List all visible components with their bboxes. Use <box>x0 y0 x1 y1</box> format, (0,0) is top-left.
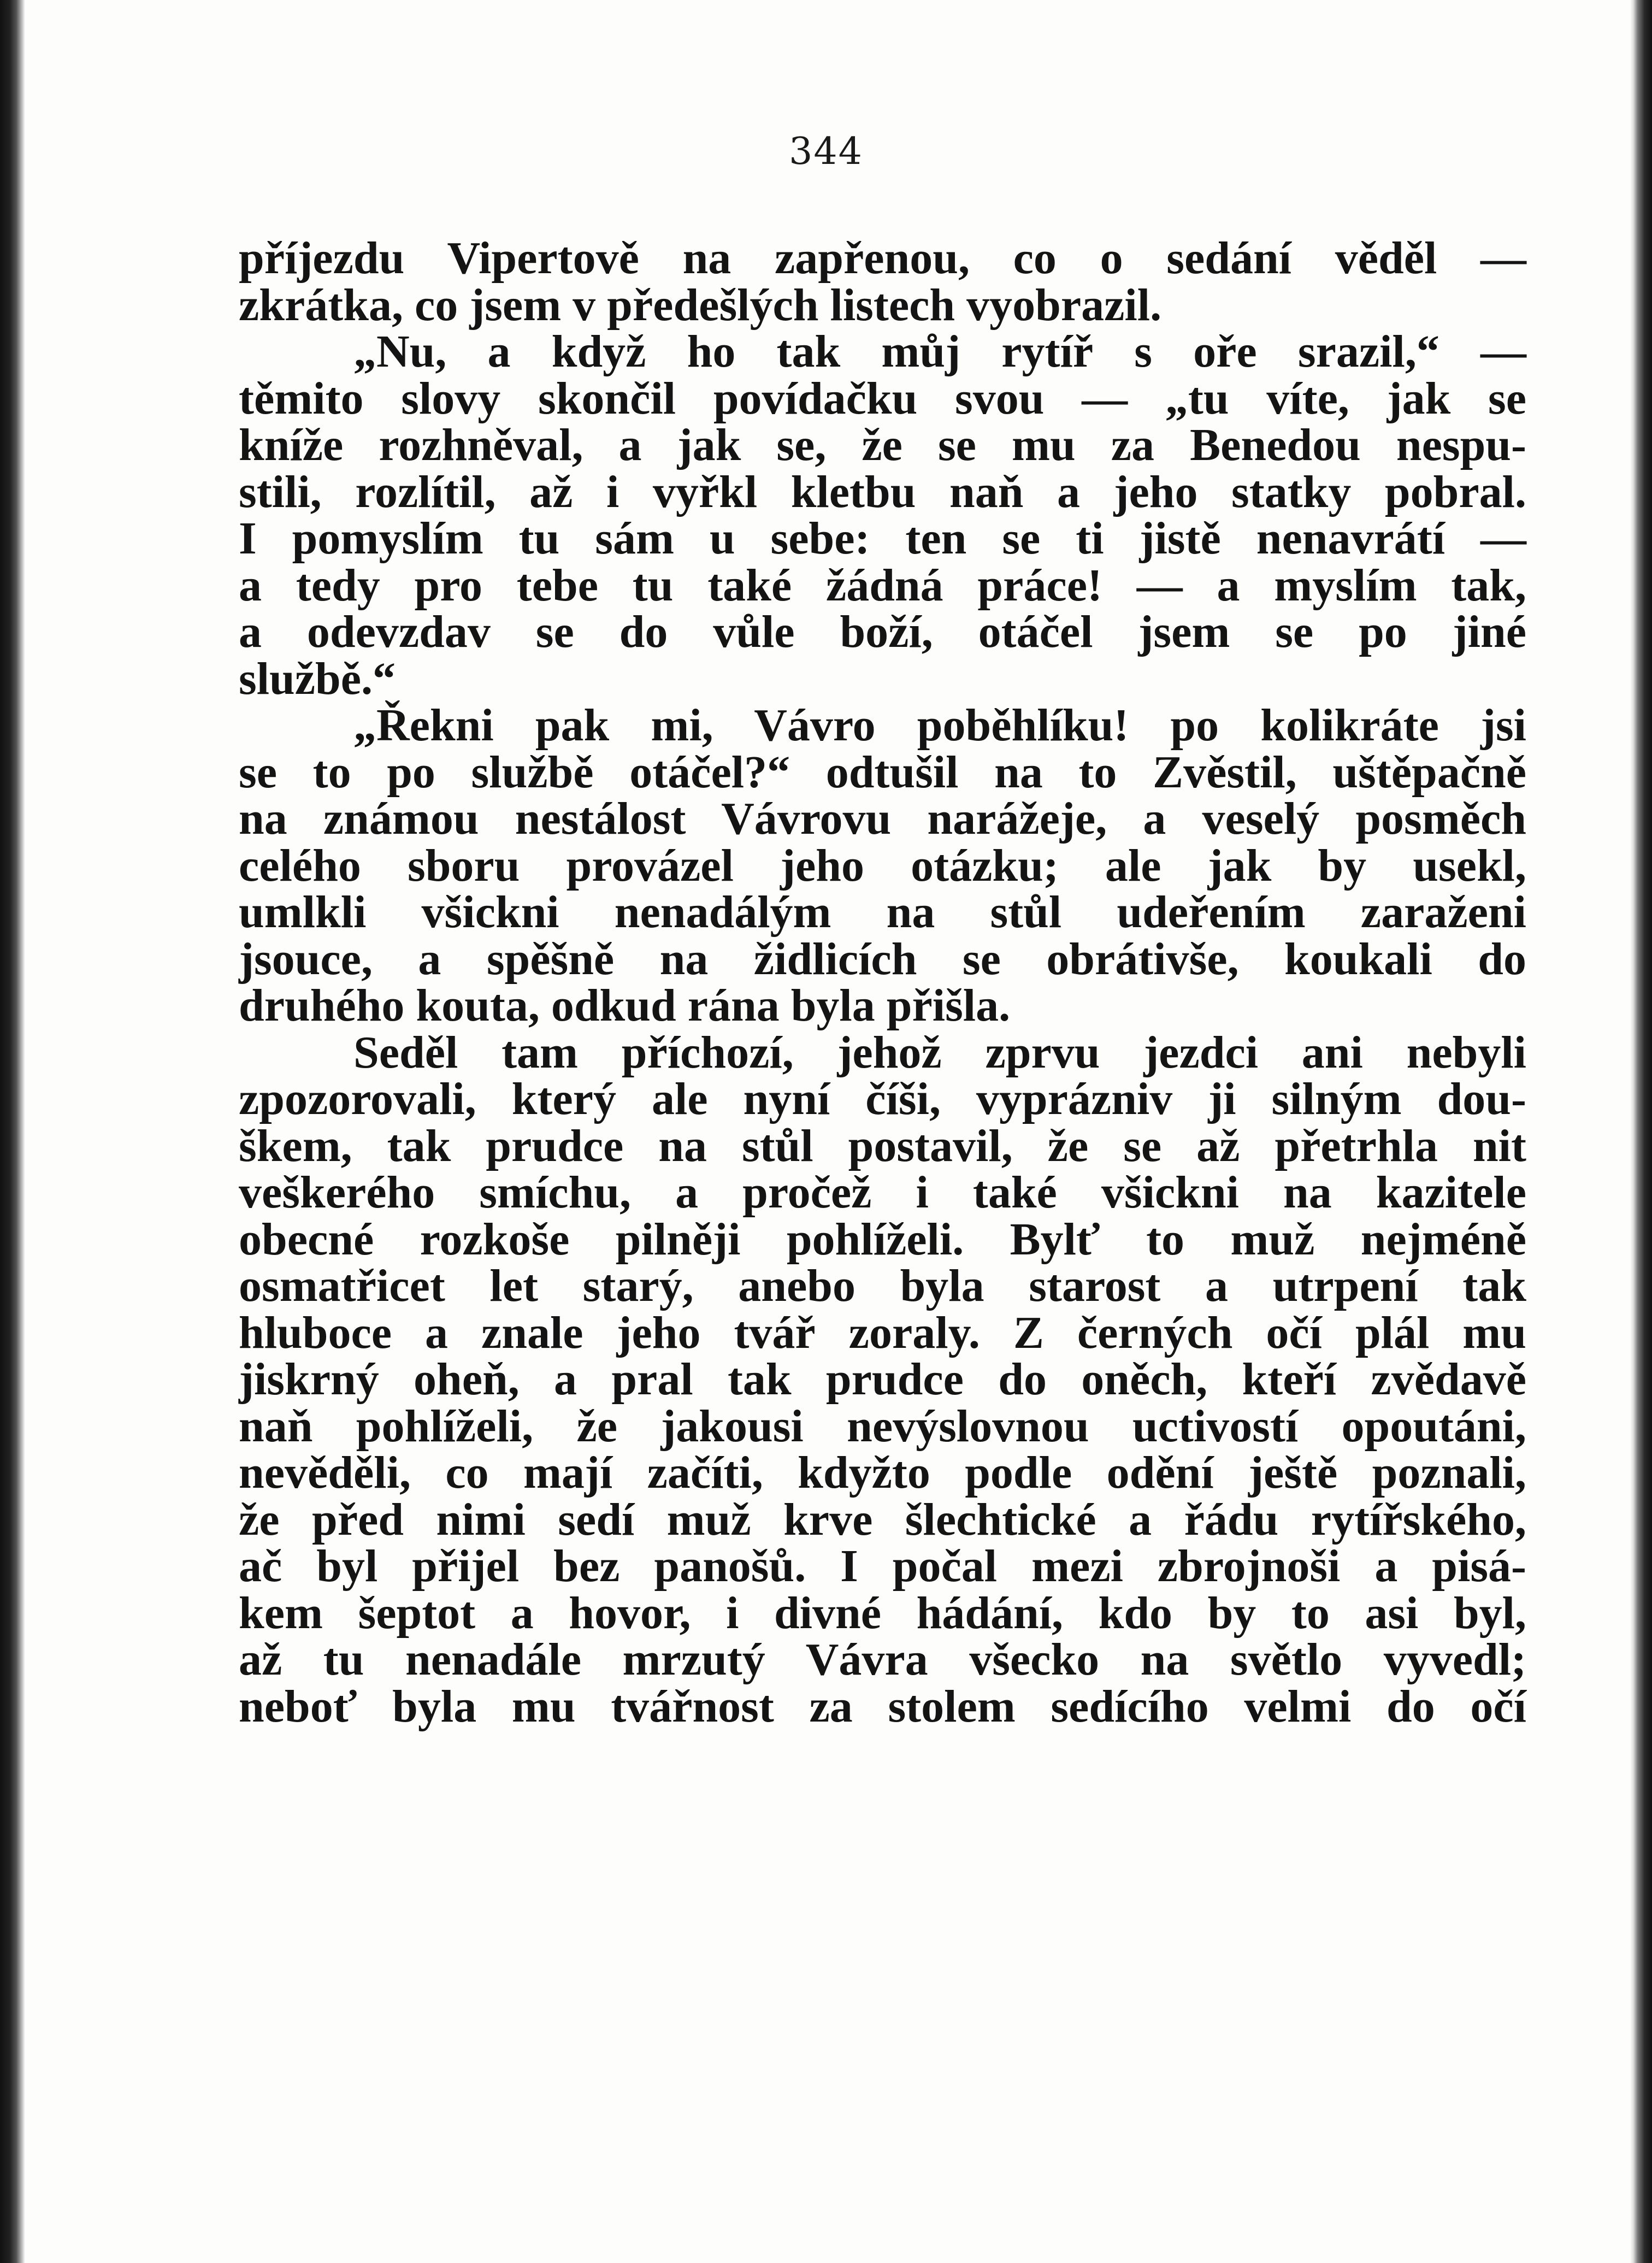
text-line: že před nimi sedí muž krve šlechtické a řádu rytířského, <box>239 1494 1526 1545</box>
text-line: jiskrný oheň, a pral tak prudce do oněch, kteří zvědavě <box>239 1354 1526 1405</box>
scan-edge-left <box>0 0 25 2263</box>
text-line: naň pohlíželi, že jakousi nevýslovnou uctivostí opoutáni, <box>239 1400 1526 1452</box>
text-line: stili, rozlítil, až i vyřkl kletbu naň a jeho statky pobral. <box>239 466 1526 517</box>
text-line: zkrátka, co jsem v předešlých listech vyobrazil. <box>239 279 1162 331</box>
body-text <box>239 235 1526 1730</box>
text-line: „Nu, a když ho tak můj rytíř s oře srazil,“ — <box>353 326 1526 377</box>
text-line: kníže rozhněval, a jak se, že se mu za Benedou nespu- <box>239 420 1526 470</box>
text-line: veškerého smíchu, a pročež i také všickni na kazitele <box>239 1167 1526 1218</box>
text-line: osmatřicet let starý, anebo byla starost a utrpení tak <box>239 1260 1526 1311</box>
text-line: hluboce a znale jeho tvář zoraly. Z černých očí plál mu <box>239 1307 1526 1358</box>
text-line: na známou nestálost Vávrovu narážeje, a veselý posměch <box>239 793 1526 844</box>
text-line: škem, tak prudce na stůl postavil, že se až přetrhla nit <box>239 1120 1526 1171</box>
text-line: I pomyslím tu sám u sebe: ten se ti jistě nenavrátí — <box>239 513 1526 564</box>
text-line: až tu nenadále mrzutý Vávra všecko na světlo vyvedl; <box>239 1634 1526 1685</box>
text-line: umlkli všickni nenadálým na stůl udeřením zaraženi <box>239 887 1526 938</box>
text-line: příjezdu Vipertově na zapřenou, co o sedání věděl — <box>239 233 1526 284</box>
text-line: nevěděli, co mají začíti, kdyžto podle odění ještě poznali, <box>239 1447 1526 1498</box>
text-line: se to po službě otáčel?“ odtušil na to Zvěstil, uštěpačně <box>239 746 1526 798</box>
text-line: druhého kouta, odkud rána byla přišla. <box>239 980 1011 1031</box>
text-line: těmito slovy skončil povídačku svou — „tu víte, jak se <box>239 373 1526 424</box>
text-line: a tedy pro tebe tu také žádná práce! — a myslím tak, <box>239 559 1526 611</box>
page-number: 344 <box>789 130 863 173</box>
text-line: službě.“ <box>239 653 396 704</box>
text-line: obecné rozkoše pilněji pohlíželi. Bylť to muž nejméně <box>239 1213 1526 1265</box>
scan-edge-right <box>1630 0 1652 2263</box>
text-line: zpozorovali, který ale nyní číši, vyprázniv ji silným dou- <box>239 1074 1526 1124</box>
text-line: celého sboru provázel jeho otázku; ale jak by usekl, <box>239 840 1526 891</box>
text-line: ač byl přijel bez panošů. I počal mezi zbrojnoši a pisá- <box>239 1541 1526 1592</box>
text-line: „Řekni pak mi, Vávro poběhlíku! po kolikráte jsi <box>353 700 1526 751</box>
text-line: neboť byla mu tvářnost za stolem sedícího velmi do očí <box>239 1681 1526 1732</box>
text-line: Seděl tam příchozí, jehož zprvu jezdci ani nebyli <box>353 1027 1526 1078</box>
text-line: jsouce, a spěšně na židlicích se obrátivše, koukali do <box>239 933 1526 985</box>
text-line: kem šeptot a hovor, i divné hádání, kdo by to asi byl, <box>239 1587 1526 1639</box>
text-line: a odevzdav se do vůle boží, otáčel jsem se po jiné <box>239 606 1526 657</box>
